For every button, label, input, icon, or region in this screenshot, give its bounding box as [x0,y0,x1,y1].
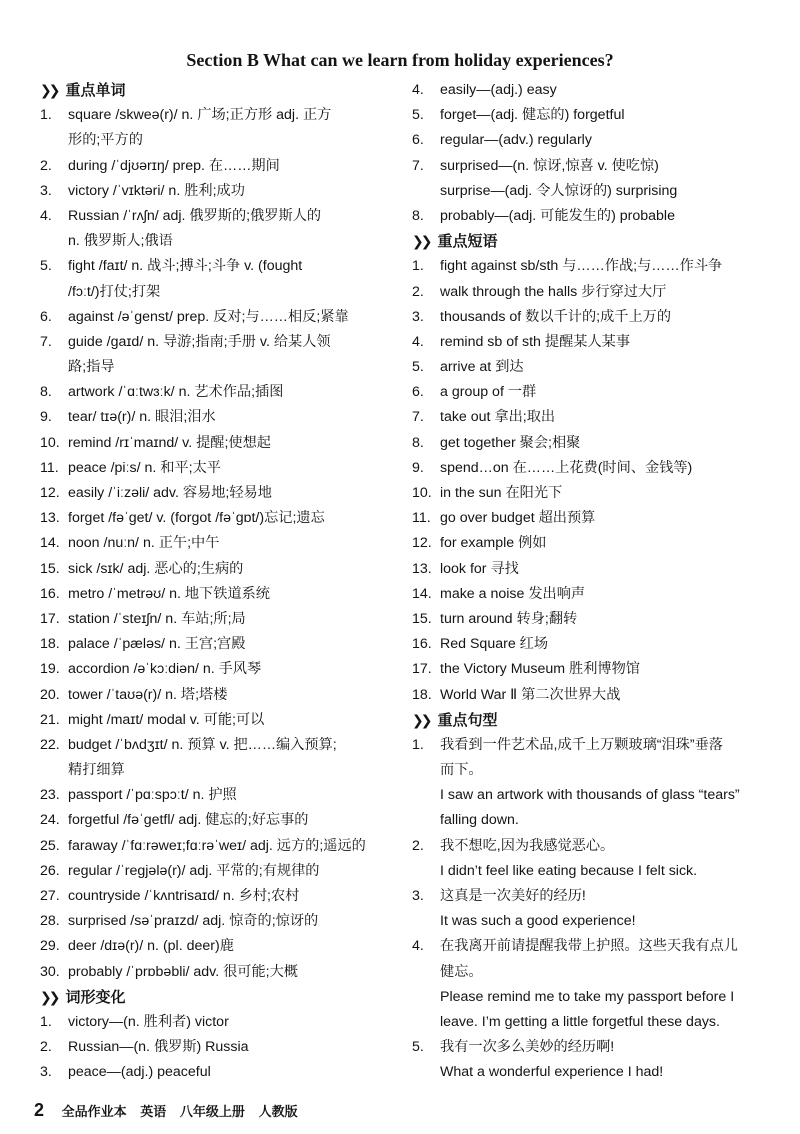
vocab-line [40,431,392,456]
item-number: 4. [412,82,424,98]
item-number: 12. [40,485,60,501]
item-number: 5. [412,107,424,124]
item-number: 26. [40,862,60,879]
phrase-line [412,456,760,481]
heading-label: 重点短语 [437,233,498,251]
item-number: 18. [40,636,60,653]
item-number: 22. [40,736,60,753]
vocab-line [40,934,392,959]
vocab-line [40,254,392,279]
vocab-line [40,582,392,607]
item-number: 3. [40,182,52,199]
phrase-line [412,557,760,582]
item-number: 1. [412,736,424,753]
vocab-line [40,607,392,632]
vocab-line [40,834,392,859]
vocab-line [40,280,392,305]
sentence-line [412,1060,760,1085]
sentence-line [412,859,760,884]
item-number: 8. [412,207,424,224]
vocab-line [40,506,392,531]
item-text: Russian—(n. 俄罗斯) Russia [68,1039,249,1056]
item-text: tower /ˈtaʊə(r)/ n. 塔;塔楼 [68,686,228,703]
item-text: peace /piːs/ n. 和平;太平 [68,459,221,476]
item-text: station /ˈsteɪʃn/ n. 车站;所;局 [68,610,246,627]
item-number: 21. [40,711,60,728]
item-number: 2. [412,837,424,854]
item-text: 在我离开前请提醒我带上护照。这些天我有点儿 [440,938,738,955]
item-text: peace—(adj.) peaceful [68,1064,211,1081]
phrase-line [412,305,760,330]
word-forms-list-continued [412,78,760,229]
item-text: during /ˈdjʊərɪŋ/ prep. 在……期间 [68,157,280,174]
item-number: 23. [40,787,60,804]
vocab-line [40,154,392,179]
item-number: 8. [40,384,52,401]
phrase-line [412,607,760,632]
sentence-line [412,834,760,859]
sentence-line [412,909,760,934]
item-number: 4. [40,207,52,224]
item-number: 15. [40,560,60,577]
item-number: 3. [412,308,424,325]
item-number: 5. [412,359,424,376]
item-text: probably—(adj. 可能发生的) probable [440,207,675,224]
word-form-line [412,78,760,103]
sentence-line [412,758,760,783]
sentence-line [412,985,760,1010]
word-form-line [412,128,760,153]
item-number: 4. [412,333,424,350]
item-text: probably /ˈprɒbəbli/ adv. 很可能;大概 [68,963,298,980]
item-number: 30. [40,963,60,980]
edition-name: 人教版 [258,1104,298,1119]
item-number: 2. [412,283,424,300]
item-number: 13. [412,560,432,577]
item-text: get together 聚会;相聚 [440,434,581,451]
item-number: 7. [412,157,424,174]
item-number: 13. [40,510,60,527]
sentence-line [412,884,760,909]
item-text: 这真是一次美好的经历! [440,888,586,904]
item-text: regular—(adv.) regularly [440,132,592,149]
vocab-line [40,708,392,733]
item-number: 24. [40,812,60,829]
vocab-line [40,859,392,884]
item-text: easily /ˈiːzəli/ adv. 容易地;轻易地 [68,485,272,501]
sentence-line [412,1035,760,1060]
page-number: 2 [34,1100,45,1120]
vocab-line [40,305,392,330]
vocabulary-list [40,103,392,985]
item-text: in the sun 在阳光下 [440,485,563,501]
sentence-line [412,960,760,985]
item-text: 我不想吃,因为我感觉恶心。 [440,837,615,854]
sentences-list [412,733,760,1086]
vocab-line [40,632,392,657]
book-name: 全品作业本 [61,1104,127,1119]
vocab-line [40,179,392,204]
word-forms-list [40,1010,392,1086]
item-number: 1. [412,258,424,275]
subject-name: 英语 [140,1104,167,1119]
item-text: tear/ tɪə(r)/ n. 眼泪;泪水 [68,409,216,426]
phrase-line [412,330,760,355]
item-number: 10. [40,434,60,451]
item-text: spend…on 在……上花费(时间、金钱等) [440,459,693,476]
vocab-line [40,380,392,405]
item-text: What a wonderful experience I had! [440,1064,664,1081]
vocab-line [40,758,392,783]
section-heading-vocabulary [40,78,392,103]
vocab-line [40,103,392,128]
word-form-line [412,154,760,179]
sentence-line [412,808,760,833]
item-text: guide /gaɪd/ n. 导游;指南;手册 v. 给某人领 [68,333,331,350]
item-text: remind /rɪˈmaɪnd/ v. 提醒;使想起 [68,434,271,451]
item-text: metro /ˈmetrəʊ/ n. 地下铁道系统 [68,585,270,602]
item-number: 27. [40,888,60,904]
vocab-line [40,481,392,506]
item-number: 6. [412,132,424,149]
item-text: accordion /əˈkɔːdiən/ n. 手风琴 [68,661,262,678]
item-number: 7. [40,333,52,350]
vocab-line [40,128,392,153]
vocab-line [40,783,392,808]
vocab-line [40,405,392,430]
heading-label: 重点句型 [437,711,498,729]
item-text: make a noise 发出响声 [440,585,586,602]
item-text: Red Square 红场 [440,636,549,653]
item-text: I saw an artwork with thousands of glass “tears” [440,787,740,804]
vocab-line [40,330,392,355]
item-number: 3. [40,1064,52,1081]
item-text: might /maɪt/ modal v. 可能;可以 [68,711,265,728]
item-text: fight against sb/sth 与……作战;与……作斗争 [440,258,723,275]
vocab-line [40,204,392,229]
item-number: 2. [40,1039,52,1056]
item-text: 精打细算 [68,762,125,779]
item-text: against /əˈgenst/ prep. 反对;与……相反;紧靠 [68,308,349,325]
page-footer [34,1100,308,1121]
vocab-line [40,557,392,582]
vocab-line [40,355,392,380]
item-number: 10. [412,485,432,501]
item-number: 20. [40,686,60,703]
vocab-line [40,531,392,556]
left-column [40,78,392,1086]
vocab-line [40,683,392,708]
right-column [412,78,760,1086]
item-text: 而下。 [440,762,483,779]
phrase-line [412,254,760,279]
item-text: forgetful /fəˈgetfl/ adj. 健忘的;好忘事的 [68,812,309,829]
phrase-line [412,582,760,607]
item-text: Please remind me to take my passport before I [440,988,735,1005]
item-text: thousands of 数以千计的;成千上万的 [440,308,672,325]
item-text: the Victory Museum 胜利博物馆 [440,661,640,678]
phrase-line [412,683,760,708]
double-chevron-icon: ❯❯ [40,988,58,1005]
double-chevron-icon: ❯❯ [412,711,430,728]
item-text: Russian /ˈrʌʃn/ adj. 俄罗斯的;俄罗斯人的 [68,207,322,224]
item-text: surprised—(n. 惊讶,惊喜 v. 使吃惊) [440,157,659,174]
item-text: fight /faɪt/ n. 战斗;搏斗;斗争 v. (fought [68,258,303,275]
phrase-line [412,481,760,506]
sentence-line [412,934,760,959]
vocab-line [40,960,392,985]
item-number: 17. [412,661,432,678]
item-number: 9. [40,409,52,426]
item-text: victory—(n. 胜利者) victor [68,1013,229,1030]
item-text: walk through the halls 步行穿过大厅 [440,283,667,300]
item-text: leave. I’m getting a little forgetful these days. [440,1013,720,1030]
item-number: 4. [412,938,424,955]
item-text: faraway /ˈfɑːrəweɪ;fɑːrəˈweɪ/ adj. 远方的;遥远的 [68,837,366,854]
item-text: for example 例如 [440,535,547,552]
item-number: 1. [40,1013,52,1030]
item-number: 3. [412,888,424,904]
item-text: 我看到一件艺术品,成千上万颗玻璃“泪珠”垂落 [440,736,723,753]
word-form-line [412,103,760,128]
phrase-line [412,380,760,405]
item-text: a group of 一群 [440,384,537,401]
item-text: victory /ˈvɪktəri/ n. 胜利;成功 [68,182,245,199]
item-text: I didn’t feel like eating because I felt sick. [440,862,698,879]
word-form-line [412,204,760,229]
word-form-line [40,1060,392,1085]
item-text: sick /sɪk/ adj. 恶心的;生病的 [68,560,244,577]
item-text: 路;指导 [68,359,115,376]
item-number: 28. [40,913,60,930]
vocab-line [40,229,392,254]
item-text: World War Ⅱ 第二次世界大战 [440,686,621,703]
item-text: forget /fəˈget/ v. (forgot /fəˈgɒt/)忘记;遗忘 [68,510,325,527]
item-text: arrive at 到达 [440,359,524,376]
item-text: regular /ˈregjələ(r)/ adj. 平常的;有规律的 [68,862,320,879]
item-text: easily—(adj.) easy [440,82,557,98]
item-text: budget /ˈbʌdʒɪt/ n. 预算 v. 把……编入预算; [68,736,337,753]
item-text: artwork /ˈɑːtwɜːk/ n. 艺术作品;插图 [68,384,284,401]
vocab-line [40,657,392,682]
phrase-line [412,632,760,657]
item-number: 6. [412,384,424,401]
item-text: palace /ˈpæləs/ n. 王宫;宫殿 [68,636,246,653]
phrase-line [412,657,760,682]
vocab-line [40,909,392,934]
double-chevron-icon: ❯❯ [412,233,430,250]
item-number: 29. [40,938,60,955]
phrase-line [412,531,760,556]
item-text: n. 俄罗斯人;俄语 [68,233,173,250]
double-chevron-icon: ❯❯ [40,82,58,98]
item-number: 16. [412,636,432,653]
phrase-line [412,431,760,456]
item-text: 形的;平方的 [68,132,143,149]
item-text: noon /nuːn/ n. 正午;中午 [68,535,220,552]
item-text: countryside /ˈkʌntrisaɪd/ n. 乡村;农村 [68,888,300,904]
item-number: 5. [40,258,52,275]
item-text: go over budget 超出预算 [440,510,596,527]
item-number: 25. [40,837,60,854]
item-number: 8. [412,434,424,451]
item-text: surprised /səˈpraɪzd/ adj. 惊奇的;惊讶的 [68,913,319,930]
vocab-line [40,808,392,833]
item-text: 我有一次多么美妙的经历啊! [440,1039,615,1056]
item-number: 9. [412,459,424,476]
sentence-line [412,1010,760,1035]
item-text: /fɔːt/)打仗;打架 [68,283,161,300]
item-text: turn around 转身;翻转 [440,610,578,627]
word-form-line [40,1035,392,1060]
item-number: 18. [412,686,432,703]
item-number: 7. [412,409,424,426]
phrase-line [412,506,760,531]
section-heading-word-forms [40,985,392,1010]
word-form-line [412,179,760,204]
item-number: 16. [40,585,60,602]
vocab-line [40,456,392,481]
item-text: take out 拿出;取出 [440,409,556,426]
section-heading-sentences [412,708,760,733]
heading-label: 词形变化 [65,988,126,1006]
vocab-line [40,884,392,909]
item-number: 15. [412,610,432,627]
item-number: 1. [40,107,52,124]
page-title: Section B What can we learn from holiday experiences? [186,50,614,70]
item-number: 6. [40,308,52,325]
phrase-line [412,355,760,380]
item-number: 14. [412,585,432,602]
vocab-line [40,733,392,758]
item-number: 11. [40,459,59,476]
sentence-line [412,783,760,808]
phrases-list [412,254,760,707]
phrase-line [412,280,760,305]
item-text: surprise—(adj. 令人惊讶的) surprising [440,182,678,199]
item-number: 11. [412,510,431,527]
item-text: It was such a good experience! [440,913,636,930]
item-text: 健忘。 [440,963,483,980]
item-number: 12. [412,535,432,552]
item-number: 2. [40,157,52,174]
word-form-line [40,1010,392,1035]
item-number: 17. [40,610,60,627]
item-text: deer /dɪə(r)/ n. (pl. deer)鹿 [68,938,234,955]
item-text: square /skweə(r)/ n. 广场;正方形 adj. 正方 [68,107,332,124]
item-text: remind sb of sth 提醒某人某事 [440,333,631,350]
grade-name: 八年级上册 [179,1104,245,1119]
heading-label: 重点单词 [65,82,126,99]
item-text: look for 寻找 [440,560,519,577]
item-number: 5. [412,1039,424,1056]
sentence-line [412,733,760,758]
section-heading-phrases [412,229,760,254]
item-number: 14. [40,535,60,552]
item-number: 19. [40,661,60,678]
item-text: passport /ˈpɑːspɔːt/ n. 护照 [68,787,237,804]
phrase-line [412,405,760,430]
item-text: forget—(adj. 健忘的) forgetful [440,107,625,124]
item-text: falling down. [440,812,519,829]
